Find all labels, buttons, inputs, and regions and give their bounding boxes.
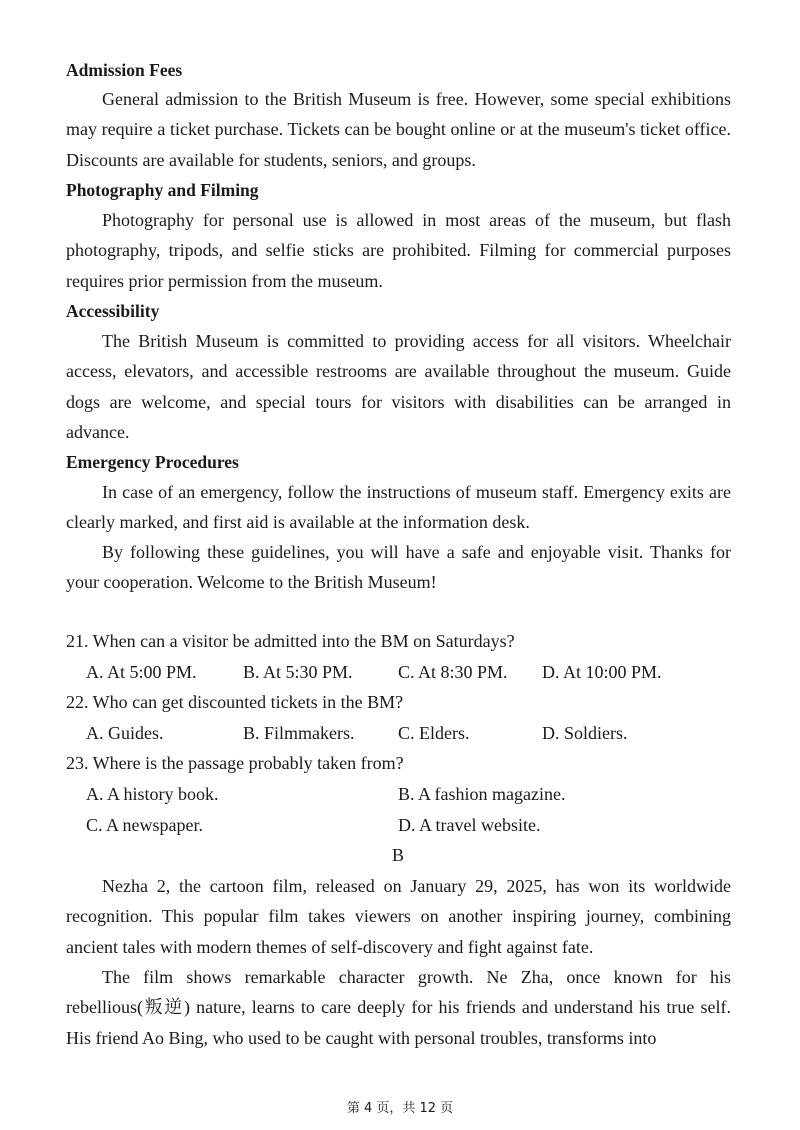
question-22-option-b: B. Filmmakers.	[243, 723, 355, 743]
question-23-option-a: A. A history book.	[86, 784, 219, 804]
question-21-option-d: D. At 10:00 PM.	[542, 662, 662, 682]
heading-photography: Photography and Filming	[66, 180, 259, 200]
question-23-option-d: D. A travel website.	[398, 815, 541, 835]
question-21-option-b: B. At 5:30 PM.	[243, 662, 353, 682]
question-23-stem: 23. Where is the passage probably taken from?	[66, 753, 404, 773]
section-b-label: B	[392, 845, 405, 865]
question-22-option-d: D. Soldiers.	[542, 723, 628, 743]
question-22-option-c: C. Elders.	[398, 723, 470, 743]
paragraph-accessibility: The British Museum is committed to providing access for all visitors. Wheelchair access, elevators, and accessible restrooms are available throughout the museum. Guide dogs are welcome, and special tours for visitors with disabilities can be arranged in advance.	[66, 331, 731, 442]
heading-emergency: Emergency Procedures	[66, 452, 239, 472]
question-21-stem: 21. When can a visitor be admitted into the BM on Saturdays?	[66, 631, 515, 651]
question-21-option-c: C. At 8:30 PM.	[398, 662, 508, 682]
question-23-option-c: C. A newspaper.	[86, 815, 203, 835]
passage-b-paragraph-2: The film shows remarkable character growth. Ne Zha, once known for his rebellious(叛逆) nature, learns to care deeply for his friends and understand his true self. His friend Ao Bing, who used to be caught with personal troubles, transforms into	[66, 967, 731, 1048]
closing-paragraph: By following these guidelines, you will have a safe and enjoyable visit. Thanks for your cooperation. Welcome to the British Museum!	[66, 542, 731, 593]
heading-accessibility: Accessibility	[66, 301, 160, 321]
paragraph-admission-fees: General admission to the British Museum is free. However, some special exhibitions may require a ticket purchase. Tickets can be bought online or at the museum's ticket office. Discounts are available for students, seniors, and groups.	[66, 89, 731, 170]
question-22-option-a: A. Guides.	[86, 723, 164, 743]
question-23-option-b: B. A fashion magazine.	[398, 784, 566, 804]
page-number-footer: 第 4 页，共 12 页	[346, 1101, 454, 1116]
paragraph-emergency: In case of an emergency, follow the instructions of museum staff. Emergency exits are clearly marked, and first aid is available at the information desk.	[66, 482, 731, 533]
question-22-stem: 22. Who can get discounted tickets in the BM?	[66, 692, 404, 712]
heading-admission-fees: Admission Fees	[66, 60, 183, 80]
question-21-option-a: A. At 5:00 PM.	[86, 662, 197, 682]
paragraph-photography: Photography for personal use is allowed in most areas of the museum, but flash photography, tripods, and selfie sticks are prohibited. Filming for commercial purposes requires prior permission from the museum.	[66, 210, 731, 291]
passage-b-paragraph-1: Nezha 2, the cartoon film, released on January 29, 2025, has won its worldwide recognition. This popular film takes viewers on another inspiring journey, combining ancient tales with modern themes of self-discovery and fight against fate.	[66, 876, 731, 957]
